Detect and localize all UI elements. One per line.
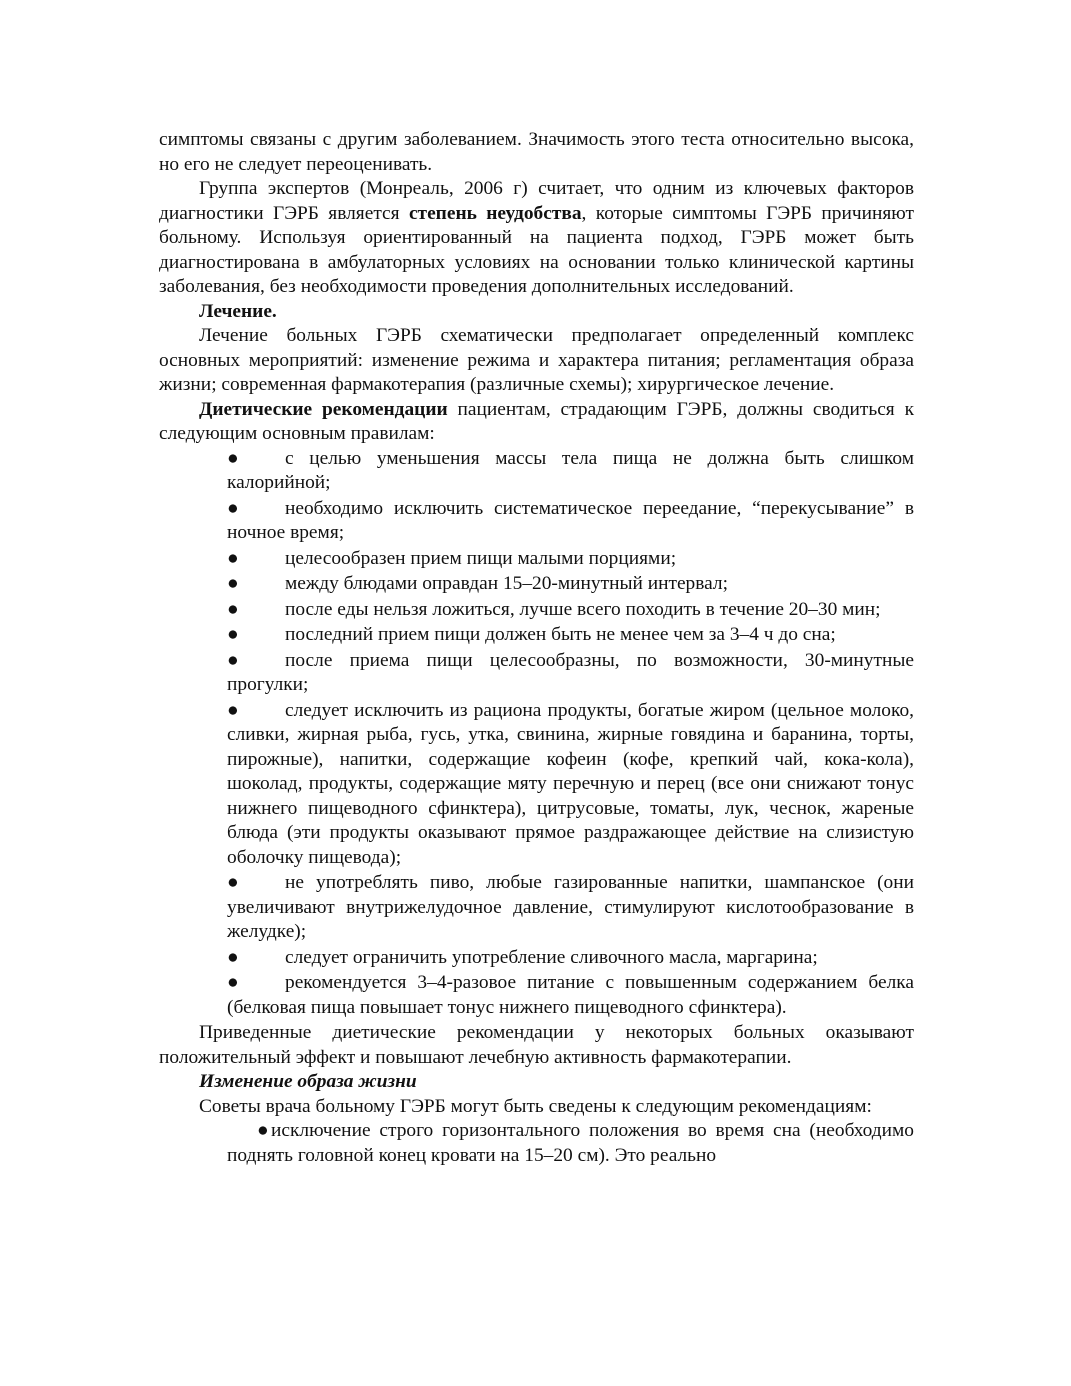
bullet-icon: ● — [227, 946, 239, 968]
list-item-text: не употреблять пиво, любые газированные напитки, шампанское (они увеличивают внутрижелудочное давление, стимулируют кислотообразование в желудке); — [227, 872, 914, 942]
list-item-text: целесообразен прием пищи малыми порциями; — [285, 547, 677, 569]
list-item — [227, 971, 914, 1020]
bullet-icon: ● — [227, 547, 239, 569]
list-item — [227, 572, 914, 597]
paragraph-text: Группа экспертов (Монреаль, 2006 г) считает, что одним из ключевых факторов диагностики ГЭРБ является — [159, 178, 914, 224]
list-item-text: исключение строго горизонтального положения во время сна (необходимо поднять головной конец кровати на 15–20 см). Это реально — [227, 1120, 914, 1166]
body-text — [159, 128, 914, 1168]
bullet-icon: ● — [227, 872, 239, 893]
paragraph-experts — [159, 177, 914, 300]
section-heading-treatment: Лечение. — [199, 300, 277, 322]
list-item-text: после еды нельзя ложиться, лучше всего походить в течение 20–30 мин; — [285, 598, 881, 620]
list-item-text: следует исключить из рациона продукты, богатые жиром (цельное молоко, сливки, жирная рыба, гусь, утка, свинина, жирные говядина и баранина, торты, пирожные), напитки, содержащие кофеин (кофе, крепкий чай, кока-кола), шоколад, продукты, содержащие мяту перечную и перец (все они снижают тонус нижнего пищеводного сфинктера), цитрусовые, томаты, лук, чеснок, жареные блюда (эти продукты оказывают прямое раздражающее действие на слизистую оболочку пищевода); — [227, 699, 914, 868]
bullet-icon: ● — [227, 447, 239, 469]
paragraph-diet-intro — [159, 398, 914, 447]
bullet-icon: ● — [227, 497, 239, 519]
list-item — [227, 623, 914, 648]
paragraph-text: , которые симптомы ГЭРБ причиняют больному. Используя ориентированный на пациента подход, ГЭРБ может быть диагностирована в амбулаторных условиях на основании только клинической картины заболевания, без необходимости проведения дополнительных исследований. — [159, 202, 914, 297]
bullet-icon: ● — [227, 699, 239, 721]
paragraph-lifestyle-intro: Советы врача больному ГЭРБ могут быть сведены к следующим рекомендациям: — [199, 1095, 872, 1117]
list-item — [227, 598, 914, 623]
list-item-text: необходимо исключить систематическое переедание, “перекусывание” в ночное время; — [227, 497, 914, 543]
list-item-text: рекомендуется 3–4-разовое питание с повышенным содержанием белка (белковая пища повышает тонус нижнего пищеводного сфинктера). — [227, 972, 914, 1018]
list-item — [227, 649, 914, 698]
paragraph: симптомы связаны с другим заболеванием. Значимость этого теста относительно высока, но его не следует переоценивать. — [159, 129, 914, 175]
list-item — [227, 871, 914, 945]
list-item — [227, 699, 914, 871]
diet-rules-list — [159, 447, 914, 1021]
list-item — [227, 1119, 914, 1168]
section-heading-lifestyle: Изменение образа жизни — [199, 1071, 417, 1092]
bullet-icon: ● — [227, 972, 239, 993]
paragraph-diet-summary: Приведенные диетические рекомендации у некоторых больных оказывают положительный эффект и повышают лечебную активность фармакотерапии. — [159, 1022, 914, 1068]
emphasis-text: степень неудобства — [408, 202, 582, 224]
list-item-text: после приема пищи целесообразны, по возможности, 30-минутные прогулки; — [227, 649, 914, 695]
bullet-icon: ● — [227, 598, 239, 620]
bullet-icon: ● — [257, 1120, 269, 1141]
lifestyle-rules-list — [159, 1119, 914, 1168]
list-item-text: с целью уменьшения массы тела пища не должна быть слишком калорийной; — [227, 447, 914, 493]
list-item-text: последний прием пищи должен быть не менее чем за 3–4 ч до сна; — [285, 624, 836, 645]
bullet-icon: ● — [227, 573, 239, 594]
bullet-icon: ● — [227, 624, 239, 645]
paragraph-text: пациентам, страдающим ГЭРБ, должны сводиться к следующим основным правилам: — [159, 398, 914, 444]
list-item — [227, 946, 914, 971]
bullet-icon: ● — [227, 649, 239, 671]
list-item — [227, 497, 914, 546]
list-item-text: между блюдами оправдан 15–20-минутный интервал; — [285, 573, 728, 594]
list-item-text: следует ограничить употребление сливочного масла, маргарина; — [285, 946, 818, 968]
list-item — [227, 547, 914, 572]
paragraph-treatment: Лечение больных ГЭРБ схематически предполагает определенный комплекс основных мероприятий: изменение режима и характера питания; регламентация образа жизни; современная фармакотерапия (различные схемы); хирургическое лечение. — [159, 325, 914, 395]
list-item — [227, 447, 914, 496]
emphasis-text: Диетические рекомендации — [199, 398, 448, 420]
